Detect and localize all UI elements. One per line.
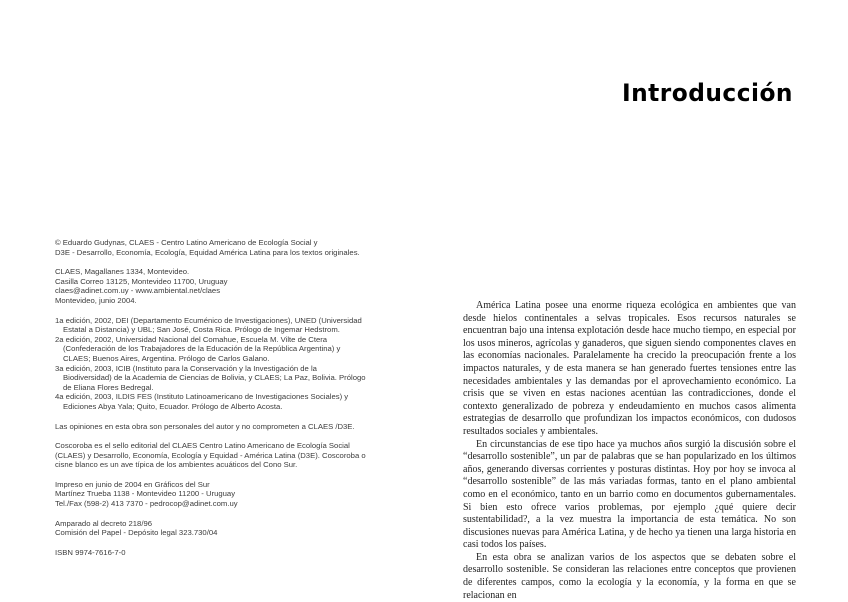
- address-line: CLAES, Magallanes 1334, Montevideo.: [55, 267, 190, 277]
- decree-block: [55, 519, 367, 538]
- coscoroba-block: [55, 441, 367, 470]
- printing-line: Martínez Trueba 1138 - Montevideo 11200 - Uruguay: [55, 489, 236, 499]
- edition-entry: 2a edición, 2002, Universidad Nacional del Comahue, Escuela M. Vilte de Ctera (Confederación de los Trabajadores de la Educación de la República Argentina) y CLAES; Buenos Aires, Argentina. Prólogo de Carlos Galano.: [55, 334, 341, 363]
- decree-line: Amparado al decreto 218/96: [55, 518, 153, 528]
- edition-entry: 1a edición, 2002, DEI (Departamento Ecuménico de Investigaciones), UNED (Universidad Estatal a Distancia) y UBL; San José, Costa Rica. Prólogo de Ingemar Hedstrom.: [55, 315, 362, 335]
- address-line: claes@adinet.com.uy - www.ambiental.net/claes: [55, 286, 221, 296]
- address-line: Casilla Correo 13125, Montevideo 11700, Uruguay: [55, 276, 228, 286]
- body-paragraph: En esta obra se analizan varios de los aspectos que se debaten sobre el desarrollo sostenible. Se consideran las relaciones entre conceptos que provienen de diferentes campos, como la ecología y la economía, y la forma en que se relacionan en: [463, 551, 796, 601]
- chapter-title: Introducción: [621, 79, 793, 108]
- decree-line: Comisión del Papel - Depósito legal 323.730/04: [55, 528, 218, 538]
- printing-line: Tel./Fax (598-2) 413 7370 - pedrocop@adinet.com.uy: [55, 499, 238, 509]
- printing-block: [55, 480, 367, 509]
- edition-entry: 4a edición, 2003, ILDIS FES (Instituto Latinoamericano de Investigaciones Sociales) y Ediciones Abya Yala; Quito, Ecuador. Prólogo de Alberto Acosta.: [55, 392, 349, 411]
- isbn-text: ISBN 9974-7616-7-0: [55, 547, 126, 557]
- coscoroba-text: Coscoroba es el sello editorial del CLAES Centro Latino Americano de Ecología Social (CLAES) y Desarrollo, Economía, Ecología y Equidad - América Latina (D3E). Coscoroba o cisne blanco es un ave típica de los ambientes acuáticos del Cono Sur.: [55, 441, 366, 470]
- edition-entry: 3a edición, 2003, ICIB (Instituto para la Conservación y la Investigación de la Biodiversidad) de la Academia de Ciencias de Bolivia, y CLAES; La Paz, Bolivia. Prólogo de Eliana Flores Bedregal.: [55, 363, 366, 392]
- editions-block: [55, 316, 367, 412]
- copyright-line: © Eduardo Gudynas, CLAES - Centro Latino Americano de Ecología Social y: [55, 238, 318, 247]
- copyright-block: [55, 238, 367, 257]
- printing-line: Impreso en junio de 2004 en Gráficos del Sur: [55, 479, 210, 489]
- disclaimer-block: [55, 422, 367, 432]
- body-paragraph: América Latina posee una enorme riqueza ecológica en ambientes que van desde hielos continentales a selvas tropicales. Esos recursos naturales se encuentran bajo una intensa explotación desde hace mucho tiempo, en especial por los usos mineros, agrícolas y ganaderos, que siguen siendo componentes claves en las economías nacionales. Paralelamente ha crecido la preocupación frente a los impactos naturales, y de esta manera se han generado fuertes tensiones entre las necesidades ambientales y las demandas por el aprovechamiento económico. La crisis que se viven en estas naciones acentúan las contradicciones, donde el contexto generalizado de pobreza y endeudamiento en muchos casos alimenta estrategias de desarrollo que profundizan los impactos económicos, con dudosos resultados sociales y ambientales.: [463, 300, 796, 437]
- copyright-line: D3E - Desarrollo, Economía, Ecología, Equidad América Latina para los textos originales.: [55, 247, 360, 257]
- isbn-block: [55, 548, 367, 558]
- publisher-address-block: [55, 267, 367, 305]
- chapter-body: [463, 300, 796, 602]
- left-page: [55, 238, 367, 567]
- body-paragraph: En circunstancias de ese tipo hace ya muchos años surgió la discusión sobre el “desarrollo sostenible”, un par de palabras que se han popularizado en los últimos años, generando diversas corrientes y posturas distintas. Hoy por hoy se invoca al “desarrollo sostenible” de las más variadas formas, tanto en el plano ambiental como en el económico, tanto en un barrio como en documentos gubernamentales. Si bien esto ofrece varios problemas, por ejemplo ¿qué quiere decir sustentabilidad?, a la vez muestra la importancia de esta temática. No son discusiones nuevas para América Latina, y de hecho ya tienen una larga historia en casi todos los países.: [463, 438, 796, 551]
- address-line: Montevideo, junio 2004.: [55, 295, 137, 305]
- disclaimer-text: Las opiniones en esta obra son personales del autor y no comprometen a CLAES /D3E.: [55, 421, 355, 431]
